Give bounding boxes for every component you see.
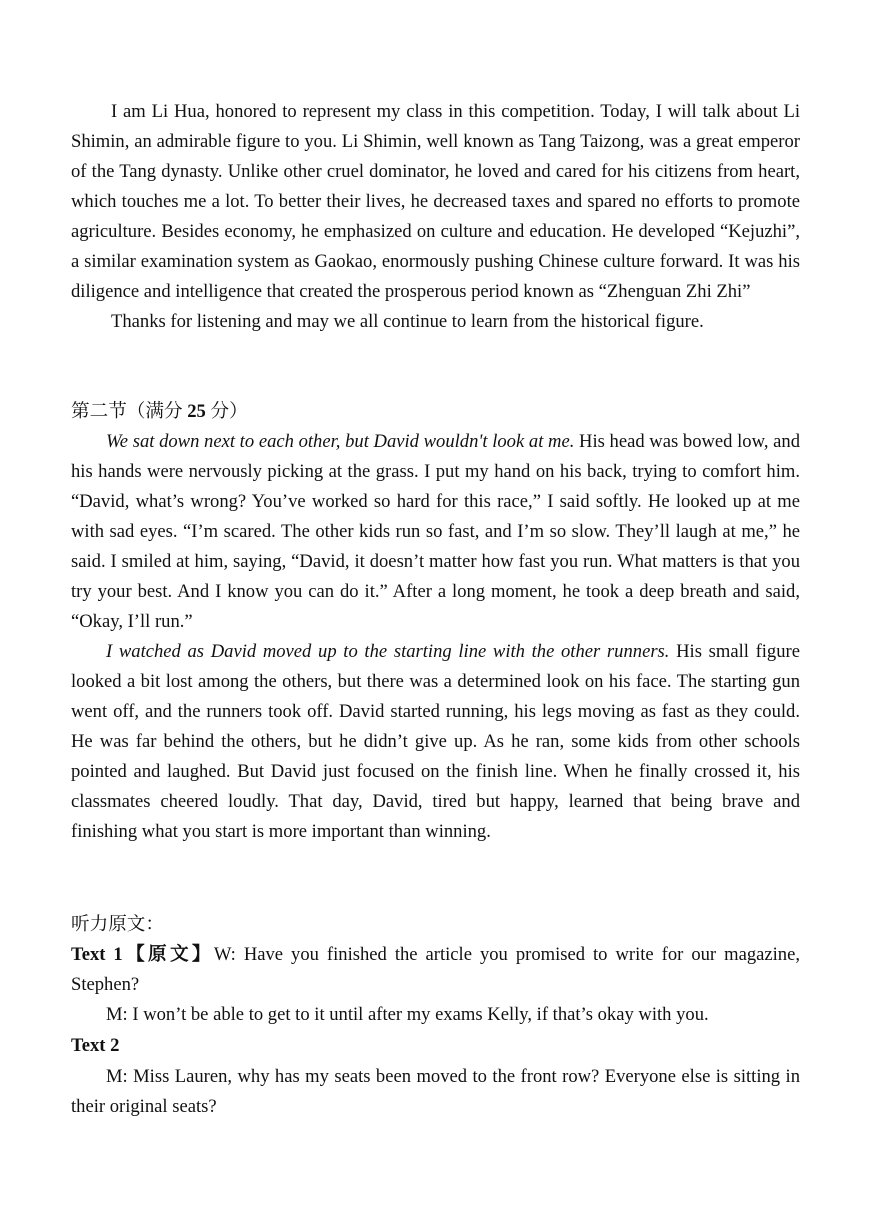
text-2-m-line: M: Miss Lauren, why has my seats been moved to the front row? Everyone else is sitting in their original seats?	[71, 1066, 800, 1117]
text-1-m-line: M: I won’t be able to get to it until after my exams Kelly, if that’s okay with you.	[106, 1004, 709, 1025]
speech-paragraph-2: Thanks for listening and may we all continue to learn from the historical figure.	[111, 311, 704, 332]
text-1-w: W: Have you finished the article you promised to write for our magazine, Stephen?	[71, 944, 800, 995]
story-paragraph-1-opening: We sat down next to each other, but David wouldn't look at me.	[106, 431, 575, 452]
story-paragraph-2	[71, 637, 800, 847]
story-paragraph-1	[71, 427, 800, 637]
section-2-title	[71, 397, 800, 427]
section-2	[71, 397, 800, 847]
speech-section	[71, 97, 800, 337]
story-paragraph-2-opening: I watched as David moved up to the starting line with the other runners.	[106, 641, 670, 662]
section-2-title-prefix: 第二节（满分	[71, 401, 183, 422]
text-1-label: Text 1	[71, 944, 123, 965]
transcript-heading: 听力原文：	[71, 914, 164, 935]
section-2-title-score: 25	[187, 401, 206, 422]
story-paragraph-2-body: His small figure looked a bit lost among the others, but there was a determined look on his face. The starting gun went off, and the runners took off. David started running, his legs moving as fast as they could. He was far behind the others, but he didn’t give up. As he ran, some kids from other schools pointed and laughed. But David just focused on the finish line. When he finally crossed it, his classmates cheered loudly. That day, David, tired but happy, learned that being brave and finishing what you start is more important than winning.	[71, 641, 800, 842]
speech-paragraph-1: I am Li Hua, honored to represent my class in this competition. Today, I will talk about Li Shimin, an admirable figure to you. Li Shimin, well known as Tang Taizong, was a great emperor of the Tang dynasty. Unlike other cruel dominator, he loved and cared for his citizens from heart, which touches me a lot. To better their lives, he decreased taxes and spared no efforts to promote agriculture. Besides economy, he emphasized on culture and education. He developed “Kejuzhi”, a similar examination system as Gaokao, enormously pushing Chinese culture forward. It was his diligence and intelligence that created the prosperous period known as “Zhenguan Zhi Zhi”	[71, 101, 800, 302]
story-paragraph-1-body: His head was bowed low, and his hands were nervously picking at the grass. I put my hand on his back, trying to comfort him. “David, what’s wrong? You’ve worked so hard for this race,” I said softly. He looked up at me with sad eyes. “I’m scared. The other kids run so fast, and I’m so slow. They’ll laugh at me,” he said. I smiled at him, saying, “David, it doesn’t matter how fast you run. What matters is that you try your best. And I know you can do it.” After a long moment, he took a deep breath and said, “Okay, I’ll run.”	[71, 431, 800, 632]
text-1-w-line	[71, 940, 800, 1000]
text-1-tag: 【原文】	[122, 944, 214, 965]
text-2-label: Text 2	[71, 1035, 120, 1056]
listening-transcript	[71, 910, 800, 1122]
section-2-title-suffix: 分）	[210, 401, 248, 422]
